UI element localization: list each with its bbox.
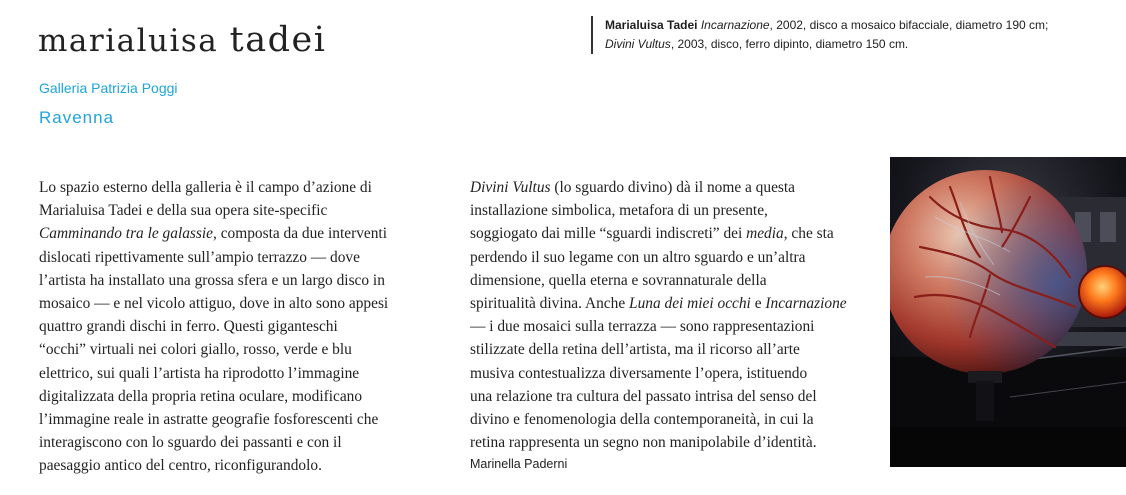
title-first-name: marialuisa [38, 23, 219, 59]
text-line: “occhi” virtuali nei colori giallo, rosso, verde e blu [39, 341, 352, 359]
caption-work2-title: Divini Vultus [605, 37, 671, 51]
text-line [470, 222, 880, 245]
article-column-2 [470, 176, 880, 473]
caption-work1-details: , 2002, disco a mosaico bifacciale, diametro 190 cm; [769, 18, 1049, 32]
text-line: una relazione tra cultura del passato intrisa del senso del [470, 387, 817, 405]
text-line: perdendo il suo legame con un altro sguardo e un’altra [470, 248, 806, 266]
text-line: dislocati ripettivamente sull’ampio terrazzo — dove [39, 248, 360, 266]
text-line: l’artista ha installato una grossa sfera e un largo disco in [39, 271, 385, 289]
work-title-italic: Luna dei miei occhi [629, 295, 751, 313]
text-line: Lo spazio esterno della galleria è il campo d’azione di [39, 179, 372, 196]
page-title [38, 20, 326, 60]
article-column-1 [39, 176, 439, 478]
mosaic-sphere-photo [890, 157, 1126, 467]
article-author: Marinella Paderni [470, 457, 568, 472]
text-line: Marialuisa Tadei e della sua opera site-specific [39, 202, 328, 220]
text-line: paesaggio antico del centro, riconfigurandolo. [39, 457, 322, 475]
text-line: retina rappresenta un segno non manipolabile d’identità. [470, 434, 817, 452]
caption-line-1 [605, 16, 1105, 35]
text-line: l’immagine reale in astratte geografie fosforescenti che [39, 411, 379, 429]
work-title-italic: Incarnazione [765, 295, 847, 313]
caption-work1-title: Incarnazione [700, 18, 770, 32]
text-segment: (lo sguardo divino) dà il nome a questa [550, 179, 795, 196]
text-line [39, 222, 439, 245]
work-title-italic: Camminando tra le galassie [39, 225, 214, 243]
italic-term: media [746, 225, 784, 243]
text-line: interagiscono con lo sguardo dei passanti e con il [39, 434, 342, 452]
text-line: digitalizzata della propria retina oculare, modificano [39, 387, 363, 405]
caption-work2-details: , 2003, disco, ferro dipinto, diametro 150 cm. [670, 37, 909, 51]
text-line: installazione simbolica, metafora di un presente, [470, 202, 768, 220]
text-segment: spiritualità divina. Anche [470, 295, 630, 313]
text-segment: e [750, 295, 766, 313]
artwork-caption [591, 16, 1105, 54]
text-line: mosaico — e nel vicolo attiguo, dove in alto sono appesi [39, 295, 389, 313]
work-title-italic: Divini Vultus [470, 179, 551, 196]
title-last-name: tadei [229, 20, 327, 60]
text-segment: soggiogato dai mille “sguardi indiscreti” dei [470, 225, 747, 243]
text-segment: , composta da due interventi [213, 225, 387, 243]
text-line: divino e fenomenologia della contemporaneità, in cui la [470, 411, 814, 429]
text-line: quattro grandi dischi in ferro. Questi giganteschi [39, 318, 338, 336]
caption-artist: Marialuisa Tadei [605, 18, 698, 32]
text-line: stilizzate della retina dell’artista, ma il ricorso all’arte [470, 341, 800, 359]
text-line: dimensione, quella eterna e sovrannaturale della [470, 271, 767, 289]
text-line: musiva contestualizza diversamente l’opera, istituendo [470, 364, 808, 382]
text-line [470, 176, 880, 199]
city-name: Ravenna [39, 108, 115, 127]
text-segment: , che sta [783, 225, 834, 243]
text-line [470, 292, 880, 315]
gallery-name: Galleria Patrizia Poggi [39, 80, 178, 96]
caption-line-2 [605, 35, 1105, 54]
photo-illustration [890, 157, 1126, 467]
text-line: elettrico, sui quali l’artista ha riprodotto l’immagine [39, 364, 360, 382]
text-line: — i due mosaici sulla terrazza — sono rappresentazioni [470, 318, 815, 336]
